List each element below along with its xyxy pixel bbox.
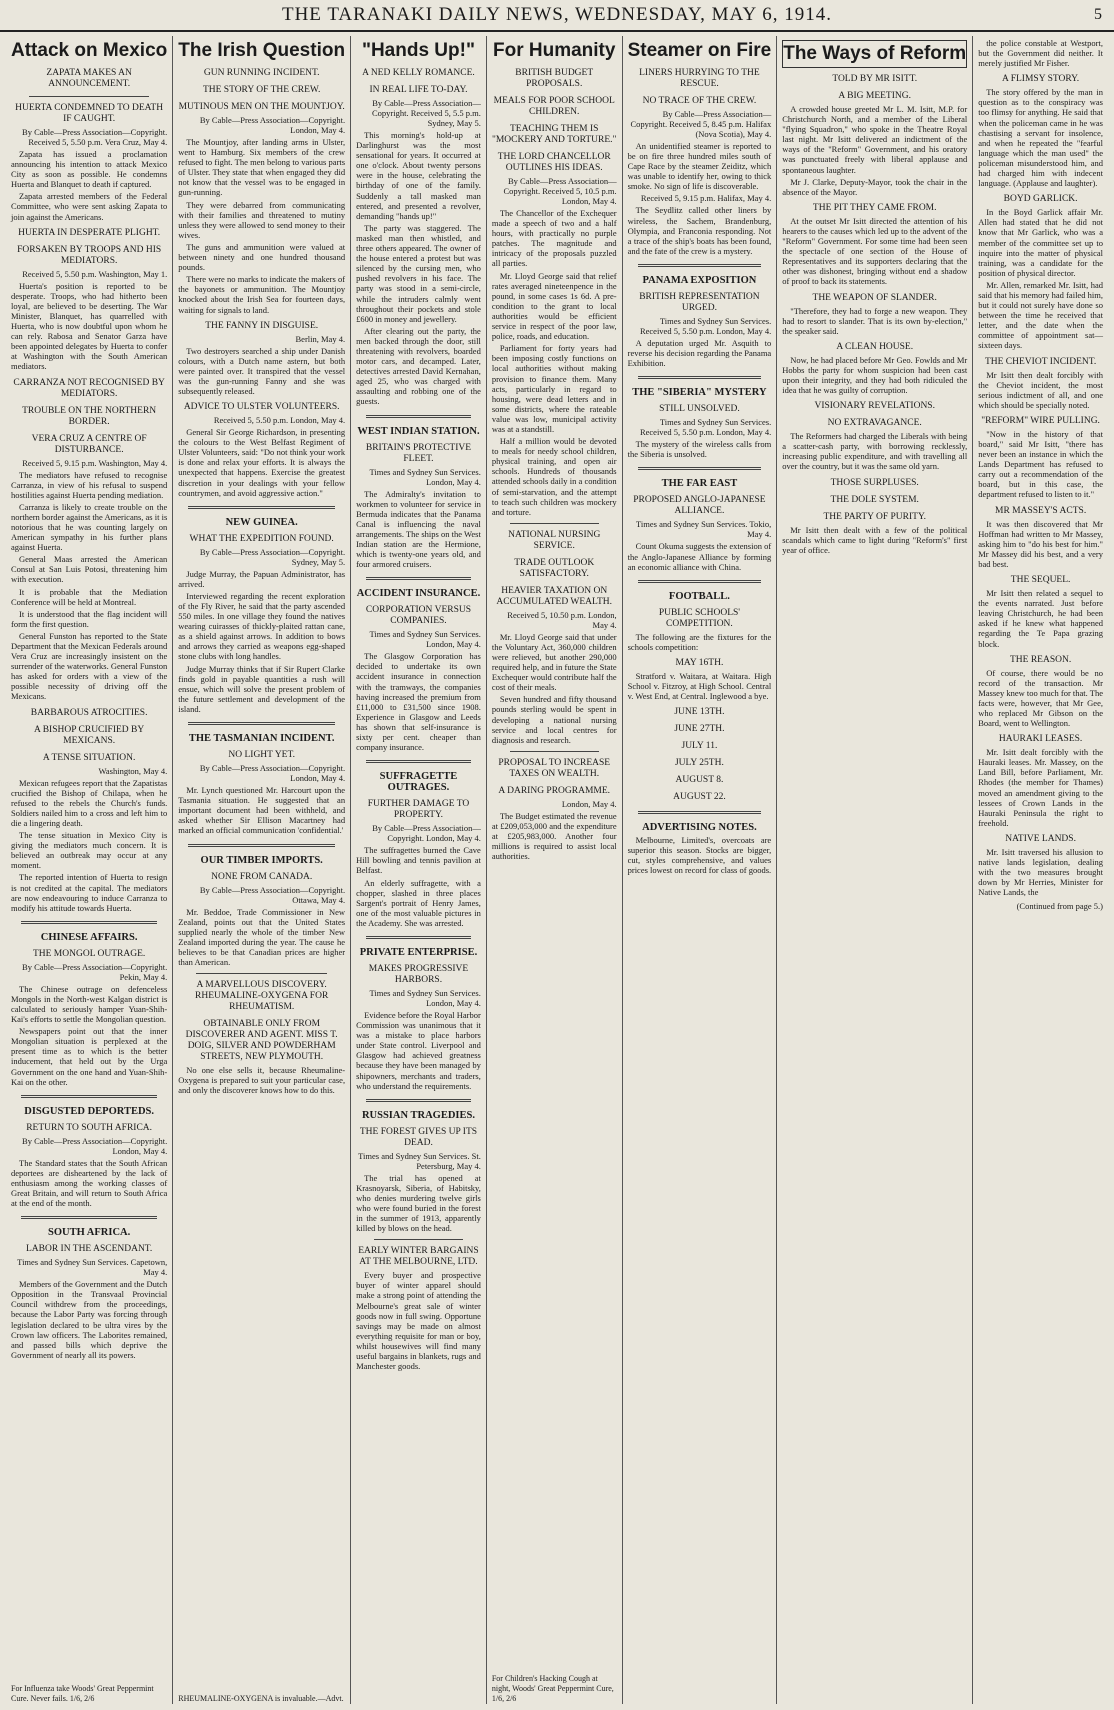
headline: PRIVATE ENTERPRISE. bbox=[359, 946, 478, 958]
article-paragraph: The reported intention of Huerta to resign is not credited at the capital. The mediators are now endeavouring to induce Carranza to modify his attitude towards Huerta. bbox=[11, 872, 168, 913]
headline: NATIONAL NURSING SERVICE. bbox=[508, 529, 601, 551]
dateline: Times and Sydney Sun Services. Tokio, May 4. bbox=[636, 519, 772, 540]
article-paragraph: "Therefore, they had to forge a new weapon. They had to resort to slander. That is its own by-election," the speaker said. bbox=[782, 305, 968, 336]
headline: LABOR IN THE ASCENDANT. bbox=[25, 1244, 153, 1255]
article-paragraph: Of course, there would be no record of the transaction. Mr Massey knew too much for that. The facts were, however, that Mr Gee, who replaced Mr Gibson on the Board, went to Wellington. bbox=[978, 667, 1103, 729]
divider bbox=[366, 760, 471, 763]
dateline: By Cable—Press Association—Copyright. Sydney, May 5. bbox=[199, 546, 346, 567]
article-paragraph: The tense situation in Mexico City is giving the mediators much concern. It is believed an outbreak may occur at any moment. bbox=[11, 830, 168, 871]
dateline: Received 5, 5.50 p.m. London, May 4. bbox=[213, 415, 346, 426]
article-paragraph: Mr. Allen, remarked Mr. Isitt, had said that his memory had failed him, but it could not surely have done so between the time he received that letter, and the date when the committee of appointment sat—sixteen days. bbox=[978, 279, 1103, 351]
article-paragraph: The Reformers had charged the Liberals with being a scatter-cash party, with borrowing recklessly, increasing public expenditure, and with travelling all over the country, but it was the same old yarn. bbox=[782, 431, 968, 472]
headline: TEACHING THEM IS "MOCKERY AND TORTURE." bbox=[491, 124, 617, 145]
article-paragraph: Mr. Lloyd George said that under the Voluntary Act, 360,000 children were relieved, but another 290,000 required help, and in future the State Exchequer would contribute half the cost of their meals. bbox=[491, 631, 617, 693]
article-paragraph: The Admiralty's invitation to workmen to volunteer for service in Bermuda indicates that the Panama Canal is influencing the naval arrangements. The ships on the West Indian station are the Hermione, which is twenty-one years old, and four armored cruisers. bbox=[356, 488, 481, 570]
dateline: By Cable—Press Association—Copyright. London, May 4. bbox=[372, 823, 481, 844]
fixture-date: MAY 16TH. bbox=[675, 657, 724, 668]
headline: GUN RUNNING INCIDENT. bbox=[203, 68, 320, 78]
article-paragraph: Mr. Lloyd George said that relief rates averaged nineteenpence in the pound, in some cases 1s 6d. A pre-condition to the grant to local authorities would be efficient service in respect of the poor law, police, roads, and education. bbox=[491, 270, 617, 342]
dateline: Received 5, 9.15 p.m. Washington, May 4. bbox=[22, 457, 168, 468]
headline: ADVICE TO ULSTER VOLUNTEERS. bbox=[183, 402, 340, 413]
headline: A CLEAN HOUSE. bbox=[836, 341, 914, 352]
headline: ACCIDENT INSURANCE. bbox=[356, 588, 481, 600]
article-paragraph: The suffragettes burned the Cave Hill bowling and tennis pavilion at Belfast. bbox=[356, 845, 481, 876]
headline: FURTHER DAMAGE TO PROPERTY. bbox=[367, 799, 470, 821]
headline: THE "SIBERIA" MYSTERY bbox=[632, 387, 767, 399]
headline: BRITAIN'S PROTECTIVE FLEET. bbox=[365, 442, 472, 464]
headline: OBTAINABLE ONLY FROM DISCOVERER AND AGENT. MISS T. DOIG, SILVER AND POWDERHAM STREETS, NEW PLYMOUTH. bbox=[185, 1019, 338, 1063]
headline: HUERTA CONDEMNED TO DEATH IF CAUGHT. bbox=[15, 103, 164, 124]
dateline: By Cable—Press Association—Copyright. Received 5, 10.5 p.m. London, May 4. bbox=[503, 176, 617, 206]
headline: THE LORD CHANCELLOR OUTLINES HIS IDEAS. bbox=[497, 152, 611, 173]
headline: VERA CRUZ A CENTRE OF DISTURBANCE. bbox=[31, 433, 147, 455]
article-paragraph: At the outset Mr Isitt directed the attention of his hearers to the causes which led up to the advent of the "Reform" Government. For some time had been seen the spectacle of one section of the House of Representatives and its supporters declaring that the other was dishonest, bringing without end a shadow of proof to back its statements. bbox=[782, 215, 968, 287]
headline: A TENSE SITUATION. bbox=[42, 752, 136, 763]
dateline: Times and Sydney Sun Services. Received 5, 5.50 p.m. London, May 4. bbox=[639, 315, 772, 336]
divider bbox=[638, 376, 762, 379]
article-paragraph: Judge Murray thinks that if Sir Rupert Clarke finds gold in payable quantities a rush will ensue, which will solve the present problem of the future settlement and development of the island. bbox=[178, 663, 346, 714]
article-paragraph: "Now in the history of that board," said Mr Isitt, "there has never been an instance in which the Lands Department has refused to carry out a recommendation of the board, but in this case, the department refused to listen to it." bbox=[978, 428, 1103, 500]
headline: PUBLIC SCHOOLS' COMPETITION. bbox=[658, 607, 740, 629]
divider bbox=[21, 921, 157, 924]
headline: HAURAKI LEASES. bbox=[998, 734, 1083, 745]
article-paragraph: The Seydlitz called other liners by wireless, the Sachem, Brandenburg, Olympia, and Franconia responding. Not a trace of the ship's boats has been found, and the fate of the crew is a mystery. bbox=[627, 205, 772, 256]
article-paragraph: A deputation urged Mr. Asquith to reverse his decision regarding the Panama Exhibition. bbox=[627, 337, 772, 369]
fixture-list: Stratford v. Waitara, at Waitara. High School v. Fitzroy, at High School. Central v. West End, at Central. Inglewood a bye. bbox=[627, 670, 772, 702]
article-paragraph: This morning's hold-up at Darlinghurst was the most sensational for years. It occurred at one o'clock. About twenty persons were in the house, celebrating the birthday of one of the family. Suddenly a tall masked man entered, and presented a revolver, demanding "hands up!" bbox=[356, 130, 481, 221]
article-paragraph: Interviewed regarding the recent exploration of the Fly River, he said that the party ascended 550 miles. In one village they found the natives wearing cuirasses of thickly-plaited rattan cane, as a shield against arrows. In addition to bows and arrows they carried as weapons egg-shaped stone clubs with long handles. bbox=[178, 590, 346, 662]
article-paragraph: The mediators have refused to recognise Carranza, in view of his refusal to suspend hostilities against Huerta pending mediation. bbox=[11, 469, 168, 500]
article-paragraph: Two destroyers searched a ship under Danish colours, with a Dutch name astern, but both were painted over. It transpired that the vessel was the gun-running Fanny and she was subsequently released. bbox=[178, 345, 346, 396]
headline: THE TASMANIAN INCIDENT. bbox=[188, 733, 335, 745]
divider bbox=[188, 844, 335, 847]
divider bbox=[188, 506, 335, 509]
article-paragraph: The party was staggered. The masked man then whistled, and three others appeared. The owner of the house entered a protest but was silenced by the cursing men, who pushed revolvers in his face. The party was stood in a semi-circle, while the intruders calmly went throughout their pockets and stole £600 in money and jewellery. bbox=[356, 222, 481, 324]
headline: CORPORATION VERSUS COMPANIES. bbox=[365, 605, 472, 627]
article-paragraph: The guns and ammunition were valued at between ninety and one hundred thousand pounds. bbox=[178, 241, 346, 273]
advert-line: RHEUMALINE-OXYGENA is invaluable.—Advt. bbox=[178, 1694, 344, 1703]
headline: BARBAROUS ATROCITIES. bbox=[30, 707, 148, 718]
article-paragraph: Carranza is likely to create trouble on the northern border against the Americans, as it is notorious that he was counting largely on American sympathy in his further plans against Huerta. bbox=[11, 501, 168, 553]
headline: A MARVELLOUS DISCOVERY. RHEUMALINE-OXYGENA FOR RHEUMATISM. bbox=[195, 980, 329, 1013]
headline: ZAPATA MAKES AN ANNOUNCEMENT. bbox=[46, 68, 132, 89]
headline: NONE FROM CANADA. bbox=[211, 871, 313, 882]
article-paragraph: The Glasgow Corporation has decided to undertake its own accident insurance in connection with the tramways, the companies having increased the premium from £11,000 to £31,500 since 1908. Experience in Glasgow and Leeds has shown that self-insurance is sixty per cent. cheaper than company insurance. bbox=[356, 651, 481, 753]
headline: TOLD BY MR ISITT. bbox=[832, 74, 918, 84]
dateline: By Cable—Press Association—Copyright. Ottawa, May 4. bbox=[199, 884, 346, 905]
headline: THE PIT THEY CAME FROM. bbox=[812, 202, 937, 213]
divider bbox=[188, 722, 335, 725]
article-paragraph: Mr. Isitt dealt forcibly with the Hauraki leases. Mr. Massey, on the Land Bill, before Parliament, Mr. Rhodes (the member for Thames) moved an amendment giving to the lessees of Crown Lands in the Hauraki Peninsula the right to freehold. bbox=[978, 747, 1103, 828]
headline: TROUBLE ON THE NORTHERN BORDER. bbox=[22, 405, 157, 427]
dateline: Times and Sydney Sun Services. London, May 4. bbox=[369, 466, 481, 487]
divider bbox=[29, 96, 149, 97]
column-3 bbox=[350, 36, 486, 1704]
headline: MUTINOUS MEN ON THE MOUNTJOY. bbox=[178, 102, 345, 112]
article-paragraph: Mexican refugees report that the Zapatistas crucified the Bishop of Chilapa, when he refused to the rebels the Church's funds. Soldiers nailed him to a cross and left him to die a lingering death. bbox=[11, 777, 168, 828]
dateline: Times and Sydney Sun Services. St. Petersburg, May 4. bbox=[358, 1150, 481, 1171]
dateline: Times and Sydney Sun Services. Capetown, May 4. bbox=[17, 1257, 168, 1278]
headline: THE STORY OF THE CREW. bbox=[202, 85, 321, 95]
masthead-title: THE TARANAKI DAILY NEWS, WEDNESDAY, MAY 6, 1914. bbox=[281, 4, 832, 25]
column-6 bbox=[776, 36, 972, 1704]
article-paragraph: The trial has opened at Krasnoyarsk, Siberia, of Habitsky, who denies murdering twelve girls who were found buried in the forest in the summer of 1913, apparently killed by blows on the head. bbox=[356, 1172, 481, 1234]
headline: THE FOREST GIVES UP ITS DEAD. bbox=[359, 1126, 478, 1148]
headline: BRITISH BUDGET PROPOSALS. bbox=[515, 68, 594, 89]
article-paragraph: Melbourne, Limited's, overcoats are superior this season. Stocks are bigger, cut, styles comprehensive, and values prices lowest on record for class of goods. bbox=[627, 835, 772, 876]
page-number: 5 bbox=[1094, 6, 1102, 23]
headline: CHINESE AFFAIRS. bbox=[40, 931, 138, 943]
headline: A FLIMSY STORY. bbox=[1002, 74, 1080, 85]
divider bbox=[366, 577, 471, 580]
article-paragraph: Every buyer and prospective buyer of winter apparel should make a strong point of attending the Melbourne's great sale of winter goods now in full swing. Opportune savings may be made on almost everything requisite for man or boy, whilst housewives will find many useful bargains in blankets, rugs and Manchester goods. bbox=[356, 1270, 481, 1372]
headline: THE FANNY IN DISGUISE. bbox=[205, 320, 319, 331]
headline: NO LIGHT YET. bbox=[228, 750, 295, 761]
headline: BOYD GARLICK. bbox=[1003, 194, 1078, 205]
headline: DISGUSTED DEPORTEDS. bbox=[24, 1105, 154, 1117]
article-paragraph: The Mountjoy, after landing arms in Ulster, went to Hamburg. Six members of the crew refused to fight. The men belong to various parts of Ulster. They state that when engaged they did not know that the vessel was to be engaged in gun-running. bbox=[178, 137, 346, 198]
fixture-date: AUGUST 22. bbox=[673, 792, 726, 803]
headline: OUR TIMBER IMPORTS. bbox=[200, 854, 323, 866]
fixture-date: JULY 11. bbox=[681, 741, 718, 752]
dateline: By Cable—Press Association—Copyright. London, May 4. bbox=[22, 1135, 168, 1156]
article-paragraph: It is probable that the Mediation Conference will be held at Montreal. bbox=[11, 586, 168, 607]
headline: THE DOLE SYSTEM. bbox=[830, 494, 919, 505]
article-paragraph: It is understood that the flag incident will form the first question. bbox=[11, 608, 168, 629]
divider bbox=[21, 1095, 157, 1098]
headline: IN REAL LIFE TO-DAY. bbox=[369, 85, 468, 95]
headline: BRITISH REPRESENTATION URGED. bbox=[639, 291, 760, 313]
article-paragraph: Count Okuma suggests the extension of the Anglo-Japanese Alliance by forming an economic alliance with China. bbox=[627, 541, 772, 572]
headline: SUFFRAGETTE OUTRAGES. bbox=[379, 771, 458, 794]
article-paragraph: Mr. Isitt traversed his allusion to native lands legislation, dealing with the two measures brought down by Mr Herries, Minister for Native Lands, the bbox=[978, 846, 1103, 898]
headline: VISIONARY REVELATIONS. bbox=[814, 401, 935, 412]
article-paragraph: There were no marks to indicate the makers of the bayonets or ammunition. The Mountjoy knocked about the Irish Sea for fourteen days, waiting for signals to land. bbox=[178, 274, 346, 315]
masthead bbox=[0, 0, 1114, 32]
headline: THOSE SURPLUSES. bbox=[830, 477, 919, 488]
headline: TRADE OUTLOOK SATISFACTORY. bbox=[514, 557, 595, 579]
divider bbox=[21, 1216, 157, 1219]
article-paragraph: Zapata arrested members of the Federal Committee, who were sent asking Zapata to join against the Americans. bbox=[11, 191, 168, 222]
article-paragraph: Now, he had placed before Mr Geo. Fowlds and Mr Hobbs the party for whom suspicion had been cast upon their integrity, and they had both ridiculed the idea that he was guilty of corruption. bbox=[782, 354, 968, 396]
column-6-title: The Ways of Reform bbox=[782, 40, 967, 68]
column-4-title: For Humanity bbox=[493, 40, 616, 61]
headline: NEW GUINEA. bbox=[225, 516, 298, 528]
column-1-title: Attack on Mexico bbox=[11, 40, 168, 61]
headline: MAKES PROGRESSIVE HARBORS. bbox=[368, 963, 469, 985]
article-paragraph: Newspapers point out that the inner Mongolian situation is perplexed at the present time as to which is the better inducement, that held out by the Urga Government on the one hand and Yuan-Shih-Kai on the other. bbox=[11, 1026, 168, 1087]
dateline: By Cable—Press Association—Copyright. Received 5, 8.45 p.m. Halifax (Nova Scotia), May 4. bbox=[630, 109, 772, 139]
column-7 bbox=[972, 36, 1108, 1704]
dateline: By Cable—Press Association—Copyright. London, May 4. bbox=[199, 115, 346, 135]
article-paragraph: No one else sells it, because Rheumaline-Oxygena is prepared to suit your particular case, and only the discoverer knows how to do this. bbox=[178, 1065, 346, 1096]
dateline: By Cable—Press Association—Copyright. Received 5, 5.5 p.m. Sydney, May 5. bbox=[372, 98, 481, 128]
divider bbox=[638, 811, 762, 814]
headline: "REFORM" WIRE PULLING. bbox=[981, 415, 1100, 426]
column-3-title: "Hands Up!" bbox=[361, 40, 475, 61]
article-paragraph: Mr J. Clarke, Deputy-Mayor, took the chair in the absence of the Mayor. bbox=[782, 176, 968, 197]
article-paragraph: The following are the fixtures for the schools competition: bbox=[627, 631, 772, 652]
article-paragraph: General Sir George Richardson, in presenting the colours to the West Belfast Regiment of Ulster Volunteers, said: "Do not think your work is done and relax your efforts. It is always the unexpected that happens. Exercise the greatest discretion in your dealings with your fellow countrymen, and avoid aggressive action." bbox=[178, 427, 346, 498]
headline: THE FAR EAST bbox=[661, 478, 738, 490]
article-paragraph: A crowded house greeted Mr L. M. Isitt, M.P. for Christchurch North, and a member of the Liberal "flying Squadron," who spoke in the Theatre Royal last night. Mr Isitt delivered an indictment of the ways of the "Reform" Government, and his oratory was punctuated freely with liberal applause and spontaneous laughter. bbox=[782, 104, 968, 175]
headline: A NED KELLY ROMANCE. bbox=[362, 68, 475, 78]
headline: THE SEQUEL. bbox=[1010, 575, 1071, 586]
article-paragraph: The Budget estimated the revenue at £209,053,000 and the expenditure at £205,983,000. Another four millions is required to assist local authorities. bbox=[491, 810, 617, 862]
divider bbox=[366, 1099, 471, 1102]
headline: PROPOSED ANGLO-JAPANESE ALLIANCE. bbox=[633, 495, 766, 517]
headline: ADVERTISING NOTES. bbox=[642, 822, 757, 834]
headline: NO EXTRAVAGANCE. bbox=[827, 418, 922, 429]
divider bbox=[510, 523, 599, 524]
article-paragraph: Mr Isitt then dealt forcibly with the Cheviot incident, the most serious indictment of all, and one which should be specially noted. bbox=[978, 369, 1103, 410]
headline: NO TRACE OF THE CREW. bbox=[642, 96, 757, 106]
headline: HEAVIER TAXATION ON ACCUMULATED WEALTH. bbox=[496, 585, 613, 607]
headline: FORSAKEN BY TROOPS AND HIS MEDIATORS. bbox=[17, 244, 162, 266]
article-paragraph: Huerta's position is reported to be desperate. Troops, who had hitherto been loyal, are believed to be deserting. The War Minister, Blanquet, has quarrelled with Huerta, who is now doubtful upon whom he can rely. Rabosa and Senator Garza have been appointed delegates by Huerta to confer at Washington with the South American mediators. bbox=[11, 280, 168, 372]
article-paragraph: Zapata has issued a proclamation announcing his intention to attack Mexico City as soon as possible. He condemns Huerta and Blanquet to death if captured. bbox=[11, 149, 168, 190]
article-paragraph: They were debarred from communicating with their families and threatened to mutiny unless they were allowed to send money to their wives. bbox=[178, 199, 346, 240]
headline: PROPOSAL TO INCREASE TAXES ON WEALTH. bbox=[498, 757, 611, 779]
article-paragraph: Mr. Lynch questioned Mr. Harcourt upon the Tasmania situation. He suggested that an important document had been withheld, and asked whether Sir Ellison Macartney had marked an official communication 'confidential.' bbox=[178, 785, 346, 836]
dateline: Times and Sydney Sun Services. Received 5, 5.50 p.m. London, May 4. bbox=[639, 417, 772, 438]
article-paragraph: An unidentified steamer is reported to be on fire three hundred miles south of Cape Race by the steamer Zeiditz, which was unable to identify her, owing to thick smoke. No sign of life is discoverable. bbox=[627, 141, 772, 192]
headline: CARRANZA NOT RECOGNISED BY MEDIATORS. bbox=[13, 377, 165, 399]
headline: MR MASSEY'S ACTS. bbox=[995, 505, 1087, 516]
headline: RUSSIAN TRAGEDIES. bbox=[361, 1109, 475, 1121]
headline: THE PARTY OF PURITY. bbox=[823, 511, 926, 522]
dateline: Times and Sydney Sun Services. London, May 4. bbox=[369, 629, 481, 650]
advert-line: For Children's Hacking Cough at night, Woods' Great Peppermint Cure, 1/6, 2/6 bbox=[491, 1674, 614, 1703]
headline: A BISHOP CRUCIFIED BY MEXICANS. bbox=[34, 724, 145, 746]
article-paragraph: An elderly suffragette, with a chopper, slashed in three places Sargent's portrait of Henry James, one of the most valuable pictures in the Academy. She was arrested. bbox=[356, 877, 481, 928]
column-2-title: The Irish Question bbox=[178, 40, 346, 61]
headline: NATIVE LANDS. bbox=[1005, 833, 1076, 844]
article-paragraph: Seven hundred and fifty thousand pounds sterling would be spent in developing a national nursing service and local centres for diagnosis and research. bbox=[491, 694, 617, 745]
divider bbox=[510, 751, 599, 752]
dateline: London, May 4. bbox=[561, 798, 617, 809]
divider bbox=[638, 467, 762, 470]
divider bbox=[196, 973, 327, 974]
headline: RETURN TO SOUTH AFRICA. bbox=[26, 1122, 153, 1133]
article-paragraph: General Maas arrested the American Consul at San Luis Potosi, threatening him with execution. bbox=[11, 554, 168, 585]
headline: THE REASON. bbox=[1009, 654, 1072, 665]
headline: THE MONGOL OUTRAGE. bbox=[32, 948, 146, 959]
article-paragraph: It was then discovered that Mr Hoffman had written to Mr Massey, asking him to "do his best for him." Mr Massey did his best, and a very bad best. bbox=[978, 518, 1103, 569]
divider bbox=[366, 936, 471, 939]
fixture-date: JUNE 27TH. bbox=[674, 724, 725, 735]
column-2 bbox=[172, 36, 350, 1704]
article-paragraph: Evidence before the Royal Harbor Commission was unanimous that it was a mistake to place harbors under State control. Liverpool and Glasgow had achieved greatness because they have been managed by shipowners, merchants and traders, who understand the requirements. bbox=[356, 1009, 481, 1091]
dateline: Washington, May 4. bbox=[98, 765, 168, 776]
article-paragraph: Mr Isitt then dealt with a few of the political scandals which came to light during "Reform's" first year of office. bbox=[782, 524, 968, 555]
article-paragraph: Judge Murray, the Papuan Administrator, has arrived. bbox=[178, 568, 346, 589]
article-paragraph: General Funston has reported to the State Department that the Mexican Federals around Vera Cruz are increasingly insistent on the surrender of the waterworks. General Funston has asked for orders with a view of the possible necessity of driving off the Mexicans. bbox=[11, 630, 168, 702]
dateline: By Cable—Press Association—Copyright. Pekin, May 4. bbox=[22, 961, 168, 982]
article-paragraph: Parliament for forty years had been imposing costly functions on local authorities without making provision to finance them. Many acts, particularly in regard to housing, were dead letters and in some districts, where the rateable value was low, municipal activity was at a standstill. bbox=[491, 343, 617, 434]
fixture-date: AUGUST 8. bbox=[675, 775, 724, 786]
headline: MEALS FOR POOR SCHOOL CHILDREN. bbox=[493, 96, 615, 117]
article-paragraph: Mr Isitt then related a sequel to the events narrated. Just before leaving Christchurch, he had been asked if he knew what happened regarding the Te Papa grazing block. bbox=[978, 588, 1103, 649]
dateline: Berlin, May 4. bbox=[295, 333, 346, 344]
article-paragraph: In the Boyd Garlick affair Mr. Allen had stated that he did not know that Mr Garlick, who was a member of the committee set up to inquire into the matter of physical training, was a candidate for the position of physical director. bbox=[978, 207, 1103, 278]
dateline: Received 5, 10.50 p.m. London, May 4. bbox=[507, 609, 617, 630]
headline: THE WEAPON OF SLANDER. bbox=[812, 292, 937, 303]
article-paragraph: The Standard states that the South African deportees are disheartened by the lack of enthusiasm among the working classes of Great Britain, and will return to South Africa at the end of the month. bbox=[11, 1157, 168, 1209]
divider bbox=[638, 580, 762, 583]
column-4 bbox=[486, 36, 622, 1704]
dateline: Received 5, 9.15 p.m. Halifax, May 4. bbox=[640, 193, 772, 204]
column-1 bbox=[6, 36, 172, 1704]
column-5 bbox=[622, 36, 777, 1704]
article-paragraph: The mystery of the wireless calls from the Siberia is unsolved. bbox=[627, 439, 772, 460]
headline: WEST INDIAN STATION. bbox=[357, 425, 480, 437]
advert-line: For Influenza take Woods' Great Peppermint Cure. Never fails. 1/6, 2/6 bbox=[11, 1684, 154, 1703]
article-paragraph: Half a million would be devoted to meals for needy school children, physical training, and open air schools. Hundreds of thousands attended schools daily in a condition of semi-starvation, and the attempt to teach such children was mockery and torture. bbox=[491, 436, 617, 517]
headline: EARLY WINTER BARGAINS AT THE MELBOURNE, LTD. bbox=[358, 1246, 479, 1268]
article-paragraph: The Chinese outrage on defenceless Mongols in the North-west Kalgan district is calculated to seriously hamper Yuan-Shih-Kai's efforts to settle the Mongolian question. bbox=[11, 983, 168, 1025]
headline: LINERS HURRYING TO THE RESCUE. bbox=[639, 68, 760, 89]
divider bbox=[366, 415, 471, 418]
headline: PANAMA EXPOSITION bbox=[642, 274, 757, 286]
fixture-date: JUNE 13TH. bbox=[674, 707, 725, 718]
divider bbox=[374, 1239, 463, 1240]
headline: WHAT THE EXPEDITION FOUND. bbox=[189, 533, 334, 544]
headline: THE CHEVIOT INCIDENT. bbox=[984, 356, 1097, 367]
dateline: Times and Sydney Sun Services. London, May 4. bbox=[369, 987, 481, 1008]
article-paragraph: Members of the Government and the Dutch Opposition in the Transvaal Provincial Council withdrew from the proceedings, because the Labor Party was forcing through legislation declared to be ultra vires by the Crown law officers. The Laborites remained, and passed bills which deprive the Government of nearly all its powers. bbox=[11, 1279, 168, 1360]
headline: A BIG MEETING. bbox=[838, 91, 911, 101]
dateline: By Cable—Press Association—Copyright. London, May 4. bbox=[199, 763, 346, 784]
article-paragraph: the police constable at Westport, but the Government did neither. It merely justified Mr Fisher. bbox=[978, 38, 1103, 69]
divider bbox=[638, 264, 762, 267]
fixture-date: JULY 25TH. bbox=[674, 758, 724, 769]
continued-note: (Continued from page 5.) bbox=[1016, 901, 1103, 912]
headline: STILL UNSOLVED. bbox=[659, 404, 740, 415]
headline: SOUTH AFRICA. bbox=[48, 1227, 131, 1239]
column-5-title: Steamer on Fire bbox=[627, 40, 772, 61]
article-paragraph: Mr. Beddoe, Trade Commissioner in New Zealand, points out that the United States supplied nearly the whole of the timber New Zealand imported during the year. The cause he believes to be that Canadian prices are higher than American. bbox=[178, 906, 346, 967]
headline: A DARING PROGRAMME. bbox=[498, 785, 611, 796]
headline: FOOTBALL. bbox=[668, 590, 730, 602]
dateline: Received 5, 5.50 p.m. Washington, May 1. bbox=[22, 268, 168, 279]
article-paragraph: After clearing out the party, the men backed through the door, still threatening with revolvers, boarded motor cars, and decamped. Later, detectives arrested David Kernahan, aged 25, who was charged with assaulting and robbing one of the guests. bbox=[356, 325, 481, 407]
dateline: By Cable—Press Association—Copyright. Received 5, 5.50 p.m. Vera Cruz, May 4. bbox=[22, 127, 168, 147]
headline: HUERTA IN DESPERATE PLIGHT. bbox=[18, 227, 161, 238]
columns bbox=[6, 36, 1108, 1704]
article-paragraph: The story offered by the man in question as to the conspiracy was too flimsy for anything. He said that when the policeman came in he was chastising a servant for insolence, and when he repeated the "fearful language which the man used" the policeman misunderstood him, and had charged him with indecent language. (Applause and laughter). bbox=[978, 87, 1103, 189]
article-paragraph: The Chancellor of the Exchequer made a speech of two and a half hours, with practically no purple patches. The magnitude and intricacy of the proposals puzzled all parties. bbox=[491, 208, 617, 269]
